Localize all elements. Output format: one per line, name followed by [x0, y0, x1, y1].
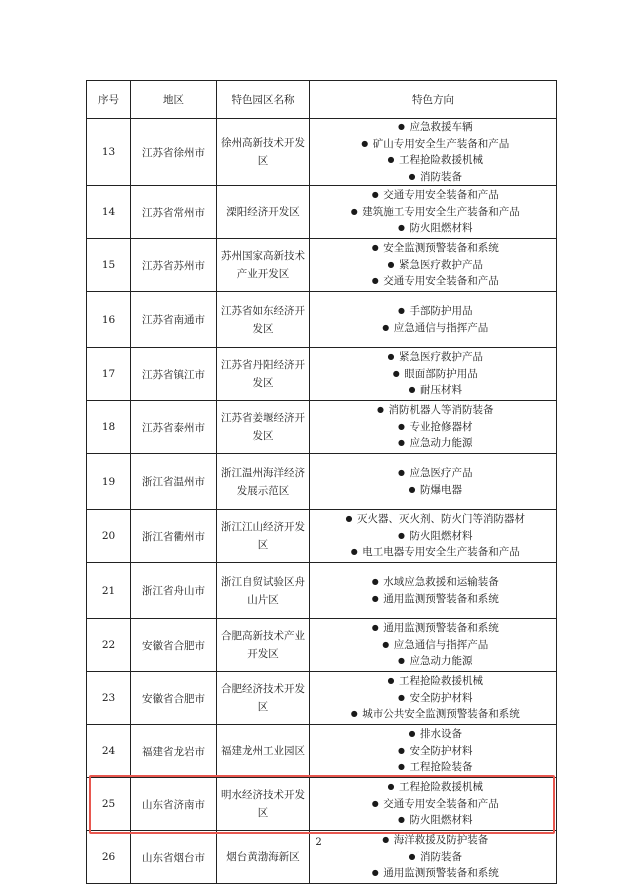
bullet-icon: ●: [408, 851, 416, 861]
region-cell: 江苏省苏州市: [131, 239, 217, 292]
direction-list: [310, 240, 556, 290]
direction-list: [310, 119, 556, 185]
bullet-icon: ●: [387, 782, 395, 792]
direction-text: 安全监测预警装备和系统: [383, 242, 499, 255]
direction-text: 紧急医疗救护产品: [399, 351, 483, 364]
direction-text: 应急通信与指挥产品: [393, 638, 489, 651]
table-body: [87, 119, 557, 884]
row-number: 16: [87, 292, 131, 348]
direction-item: [310, 257, 556, 274]
park-name-cell: 浙江江山经济开发区: [217, 510, 310, 563]
direction-item: [310, 435, 556, 452]
direction-item: [310, 382, 556, 399]
direction-text: 消防装备: [420, 170, 462, 183]
direction-item: [310, 796, 556, 813]
direction-item: [310, 812, 556, 829]
bullet-icon: ●: [371, 593, 379, 603]
direction-list: [310, 673, 556, 723]
park-name-cell: 明水经济技术开发区: [217, 778, 310, 831]
direction-text: 通用监测预警装备和系统: [383, 622, 499, 635]
direction-item: [310, 482, 556, 499]
table-row: [87, 454, 557, 510]
direction-text: 排水设备: [420, 728, 462, 741]
direction-text: 应急动力能源: [409, 437, 473, 450]
direction-text: 防爆电器: [420, 483, 462, 496]
park-table: [86, 80, 557, 884]
bullet-icon: ●: [398, 815, 405, 825]
bullet-icon: ●: [398, 692, 405, 702]
bullet-icon: ●: [382, 639, 390, 649]
park-name-cell: 合肥高新技术产业开发区: [217, 619, 310, 672]
direction-item: [310, 706, 556, 723]
table-row: [87, 292, 557, 348]
park-name-cell: 溧阳经济开发区: [217, 186, 310, 239]
direction-item: [310, 528, 556, 545]
direction-item: [310, 220, 556, 237]
direction-list: [310, 465, 556, 498]
direction-item: [310, 366, 556, 383]
region-cell: 浙江省舟山市: [131, 563, 217, 619]
bullet-icon: ●: [387, 259, 395, 269]
direction-item: [310, 187, 556, 204]
direction-text: 工程抢险救援机械: [399, 675, 483, 688]
park-name-cell: 江苏省如东经济开发区: [217, 292, 310, 348]
direction-item: [310, 849, 556, 866]
header-region: 地区: [131, 81, 217, 119]
bullet-icon: ●: [408, 484, 416, 494]
bullet-icon: ●: [387, 352, 395, 362]
header-no: 序号: [87, 81, 131, 119]
table-row: [87, 348, 557, 401]
direction-text: 电工电器专用安全生产装备和产品: [362, 546, 520, 559]
row-number: 25: [87, 778, 131, 831]
bullet-icon: ●: [350, 547, 358, 557]
bullet-icon: ●: [371, 868, 379, 878]
direction-text: 应急救援车辆: [409, 121, 473, 133]
region-cell: 福建省龙岩市: [131, 725, 217, 778]
row-number: 15: [87, 239, 131, 292]
direction-cell: [310, 510, 557, 563]
direction-cell: [310, 619, 557, 672]
bullet-icon: ●: [382, 835, 390, 845]
park-name-cell: 合肥经济技术开发区: [217, 672, 310, 725]
row-number: 23: [87, 672, 131, 725]
direction-item: [310, 320, 556, 337]
direction-text: 手部防护用品: [409, 305, 473, 317]
direction-cell: [310, 778, 557, 831]
table-row: [87, 119, 557, 186]
table-row: [87, 778, 557, 831]
direction-item: [310, 303, 556, 320]
direction-item: [310, 511, 556, 528]
bullet-icon: ●: [350, 206, 358, 216]
direction-text: 建筑施工专用安全生产装备和产品: [362, 205, 520, 218]
direction-list: [310, 726, 556, 776]
row-number: 19: [87, 454, 131, 510]
row-number: 13: [87, 119, 131, 186]
bullet-icon: ●: [398, 438, 405, 448]
park-name-cell: 苏州国家高新技术产业开发区: [217, 239, 310, 292]
bullet-icon: ●: [398, 122, 405, 131]
direction-text: 消防机器人等消防装备: [388, 404, 494, 417]
park-name-cell: 徐州高新技术开发区: [217, 119, 310, 186]
row-number: 14: [87, 186, 131, 239]
direction-text: 水域应急救援和运输装备: [383, 576, 499, 588]
bullet-icon: ●: [398, 223, 405, 233]
direction-cell: [310, 292, 557, 348]
row-number: 24: [87, 725, 131, 778]
direction-list: [310, 620, 556, 670]
region-cell: 江苏省徐州市: [131, 119, 217, 186]
direction-text: 消防装备: [420, 850, 462, 863]
table-row: [87, 510, 557, 563]
bullet-icon: ●: [371, 190, 379, 200]
direction-item: [310, 726, 556, 743]
direction-cell: [310, 401, 557, 454]
direction-text: 应急动力能源: [409, 655, 473, 668]
direction-text: 灭火器、灭火剂、防火门等消防器材: [357, 513, 525, 526]
direction-text: 防火阻燃材料: [409, 814, 473, 827]
direction-text: 防火阻燃材料: [409, 529, 473, 542]
direction-item: [310, 653, 556, 670]
direction-text: 通用监测预警装备和系统: [383, 592, 499, 605]
direction-list: [310, 303, 556, 336]
direction-text: 安全防护材料: [409, 691, 473, 704]
direction-text: 城市公共安全监测预警装备和系统: [362, 708, 520, 721]
direction-cell: [310, 725, 557, 778]
row-number: 22: [87, 619, 131, 672]
region-cell: 江苏省常州市: [131, 186, 217, 239]
region-cell: 江苏省镇江市: [131, 348, 217, 401]
direction-text: 安全防护材料: [409, 744, 473, 757]
direction-text: 海洋救援及防护装备: [393, 834, 489, 847]
bullet-icon: ●: [398, 306, 405, 315]
direction-text: 工程抢险救援机械: [399, 781, 483, 794]
header-direction: 特色方向: [310, 81, 557, 119]
row-number: 21: [87, 563, 131, 619]
direction-item: [310, 273, 556, 290]
park-name-cell: 江苏省姜堰经济开发区: [217, 401, 310, 454]
direction-item: [310, 865, 556, 882]
direction-item: [310, 152, 556, 169]
bullet-icon: ●: [392, 368, 400, 378]
direction-item: [310, 779, 556, 796]
direction-list: [310, 187, 556, 237]
row-number: 26: [87, 831, 131, 884]
direction-cell: [310, 186, 557, 239]
region-cell: 山东省烟台市: [131, 831, 217, 884]
direction-text: 防火阻燃材料: [409, 222, 473, 235]
region-cell: 安徽省合肥市: [131, 619, 217, 672]
direction-text: 交通专用安全装备和产品: [383, 189, 499, 202]
bullet-icon: ●: [361, 138, 369, 148]
table-row: [87, 619, 557, 672]
bullet-icon: ●: [398, 762, 405, 772]
direction-list: [310, 402, 556, 452]
direction-text: 应急医疗产品: [409, 467, 473, 479]
direction-text: 工程抢险救援机械: [399, 154, 483, 166]
direction-item: [310, 743, 556, 760]
table-row: [87, 672, 557, 725]
direction-cell: [310, 454, 557, 510]
direction-text: 通用监测预警装备和系统: [383, 867, 499, 880]
bullet-icon: ●: [371, 623, 379, 633]
direction-text: 紧急医疗救护产品: [399, 258, 483, 271]
direction-item: [310, 465, 556, 482]
park-name-cell: 浙江温州海洋经济发展示范区: [217, 454, 310, 510]
table-header-row: [87, 81, 557, 119]
direction-list: [310, 349, 556, 399]
direction-item: [310, 637, 556, 654]
direction-item: [310, 349, 556, 366]
table-row: [87, 563, 557, 619]
bullet-icon: ●: [377, 405, 384, 415]
bullet-icon: ●: [371, 798, 379, 808]
bullet-icon: ●: [398, 745, 405, 755]
direction-item: [310, 136, 556, 153]
direction-text: 交通专用安全装备和产品: [383, 797, 499, 810]
direction-item: [310, 204, 556, 221]
row-number: 18: [87, 401, 131, 454]
direction-list: [310, 574, 556, 607]
region-cell: 安徽省合肥市: [131, 672, 217, 725]
bullet-icon: ●: [408, 385, 416, 395]
row-number: 20: [87, 510, 131, 563]
direction-item: [310, 119, 556, 136]
direction-list: [310, 779, 556, 829]
bullet-icon: ●: [371, 243, 379, 253]
park-name-cell: 江苏省丹阳经济开发区: [217, 348, 310, 401]
park-name-cell: 浙江自贸试验区舟山片区: [217, 563, 310, 619]
direction-item: [310, 591, 556, 608]
region-cell: 浙江省衢州市: [131, 510, 217, 563]
direction-item: [310, 690, 556, 707]
park-name-cell: 烟台黄渤海新区: [217, 831, 310, 884]
bullet-icon: ●: [398, 530, 405, 540]
direction-item: [310, 673, 556, 690]
direction-item: [310, 419, 556, 436]
page-number: 2: [315, 837, 322, 848]
bullet-icon: ●: [345, 514, 353, 524]
direction-cell: [310, 563, 557, 619]
direction-text: 专业抢修器材: [409, 420, 473, 433]
direction-item: [310, 574, 556, 591]
direction-text: 工程抢险装备: [409, 761, 473, 774]
bullet-icon: ●: [398, 421, 405, 431]
bullet-icon: ●: [387, 676, 395, 686]
bullet-icon: ●: [371, 577, 379, 586]
direction-text: 眼面部防护用品: [404, 367, 478, 380]
region-cell: 江苏省泰州市: [131, 401, 217, 454]
table-row: [87, 186, 557, 239]
direction-item: [310, 544, 556, 561]
direction-text: 矿山专用安全生产装备和产品: [372, 137, 510, 150]
direction-text: 交通专用安全装备和产品: [383, 275, 499, 288]
bullet-icon: ●: [408, 171, 416, 181]
bullet-icon: ●: [398, 656, 405, 666]
region-cell: 江苏省南通市: [131, 292, 217, 348]
header-park: 特色园区名称: [217, 81, 310, 119]
park-name-cell: 福建龙州工业园区: [217, 725, 310, 778]
table-row: [87, 401, 557, 454]
direction-text: 耐压材料: [420, 384, 462, 397]
bullet-icon: ●: [398, 468, 405, 477]
direction-cell: [310, 672, 557, 725]
direction-cell: [310, 239, 557, 292]
direction-item: [310, 169, 556, 186]
direction-item: [310, 402, 556, 419]
table-row: [87, 239, 557, 292]
bullet-icon: ●: [408, 729, 416, 739]
region-cell: 浙江省温州市: [131, 454, 217, 510]
direction-item: [310, 240, 556, 257]
region-cell: 山东省济南市: [131, 778, 217, 831]
bullet-icon: ●: [387, 155, 395, 164]
bullet-icon: ●: [371, 276, 379, 286]
table-row: [87, 725, 557, 778]
direction-item: [310, 620, 556, 637]
direction-list: [310, 511, 556, 561]
direction-text: 应急通信与指挥产品: [393, 321, 489, 334]
direction-item: [310, 759, 556, 776]
bullet-icon: ●: [350, 709, 358, 719]
direction-cell: [310, 348, 557, 401]
bullet-icon: ●: [382, 322, 390, 332]
row-number: 17: [87, 348, 131, 401]
direction-cell: [310, 119, 557, 186]
